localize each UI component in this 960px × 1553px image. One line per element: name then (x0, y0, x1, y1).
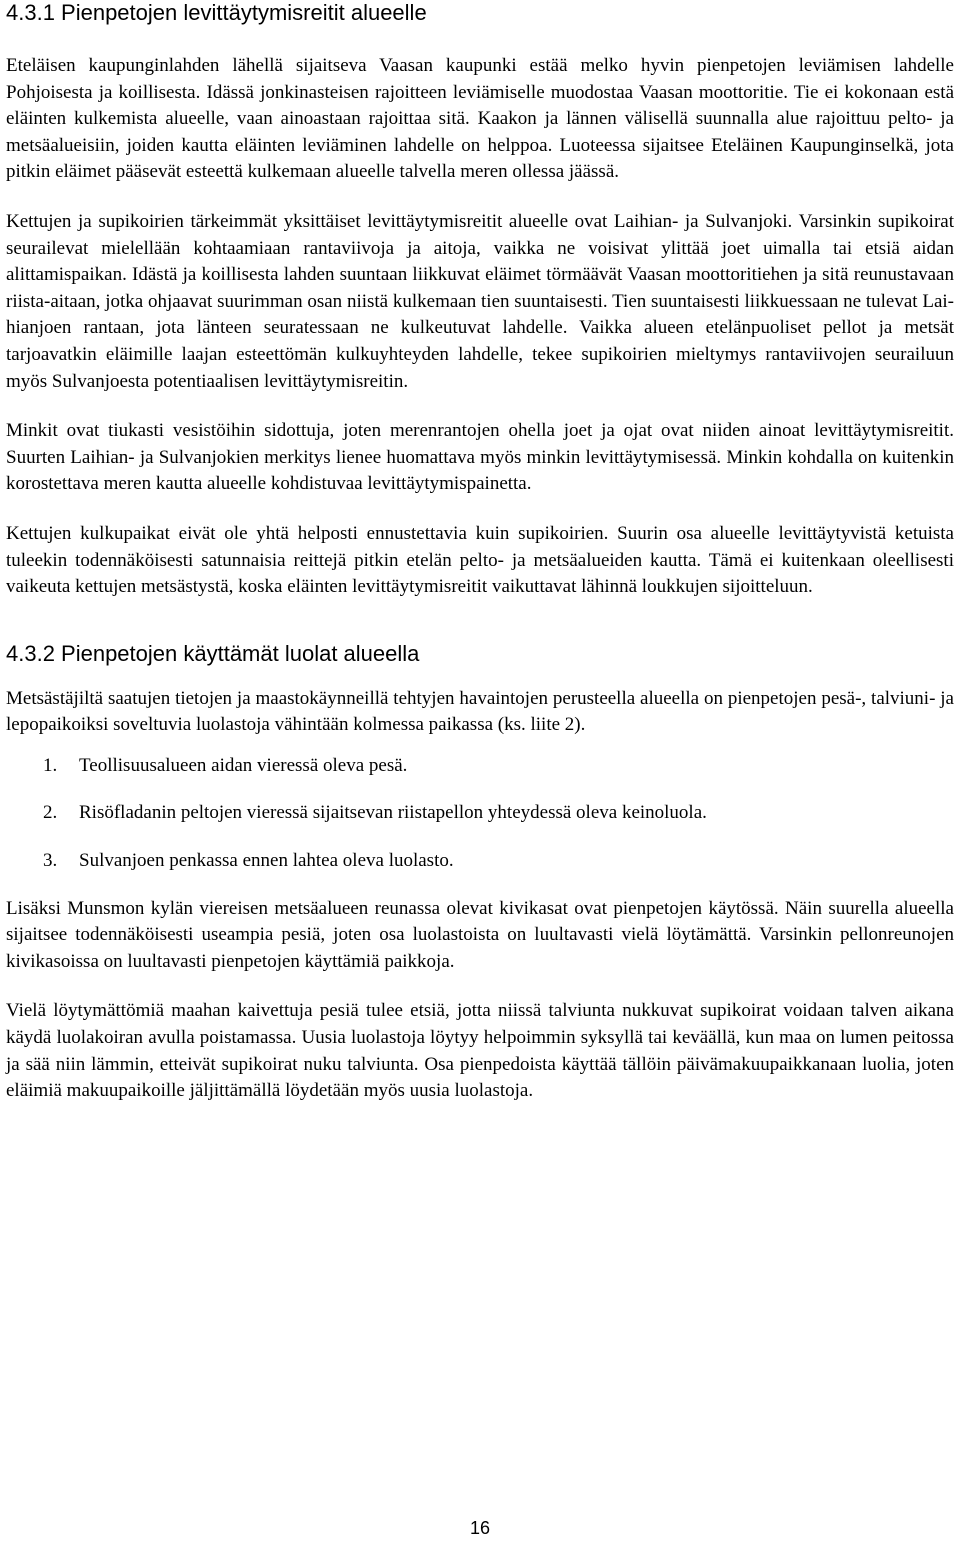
body-paragraph: Minkit ovat tiukasti vesistöihin sidottuja, joten merenrantojen ohella joet ja ojat ovat niiden ainoat levittäytymisreitit. Suurten Laihian- ja Sulvanjokien merkitys lienee huomattava myös minkin levittäytymisessä. Minkin kohdalla on kuitenkin korostettava meren kautta alueelle kohdistuvaa levittäytymispainetta. (6, 420, 954, 495)
list-number: 3. (43, 850, 58, 872)
page-number: 16 (469, 1518, 491, 1538)
numbered-list (6, 753, 954, 875)
section-luolat (6, 641, 954, 1105)
list-text: Risöfladanin peltojen vieressä sijaitsevan riistapellon yhteydessä oleva keinoluola. (79, 802, 707, 824)
body-paragraph: Metsästäjiltä saatujen tietojen ja maastokäynneillä tehtyjen havaintojen perusteella alueella on pienpetojen pesä-, talviuni- ja lepopaikoiksi soveltuvia luolastoja vähintään kolmessa paikassa (ks. liite 2). (6, 687, 954, 736)
body-paragraph: Kettujen kulkupaikat eivät ole yhtä helposti ennustettavia kuin supikoirien. Suurin osa alueelle levittäytyvistä ketuista tuleekin todennäköisesti satunnaisia reittejä pitkin etelän pelto- ja metsäalueiden kautta. Tämä ei kuitenkaan oleellisesti vaikeuta kettujen metsästystä, koska eläinten levittäytymisreitit vaikuttavat lähinnä loukkujen sijoitteluun. (6, 522, 954, 598)
list-number: 1. (43, 754, 58, 776)
section-heading: 4.3.2 Pienpetojen käyttämät luolat alueella (6, 640, 420, 666)
list-text: Teollisuusalueen aidan vieressä oleva pesä. (79, 754, 408, 776)
body-paragraph: Kettujen ja supikoirien tärkeimmät yksittäiset levittäytymisreitit alueelle ovat Laihian- ja Sulvanjoki. Varsinkin supikoirat seurailevat mielellään kohtaamiaan rantaviivoja ja aitoja, vaikka ne voisivat ylittää joet uimalla tai etsiä aidan alittamispaikan. Idästä ja koillisesta lahden suuntaan liikkuvat eläimet törmäävät Vaasan moottoritiehen ja sitä reunustavaan riista-aitaan, jotka ohjaavat suurimman osan niistä kulkemaan tien suuntaisesti. Tien suuntaisesti liikkuessaan ne tulevat Laihianjoen rantaan, jota länteen seuratessaan ne kulkeutuvat lahdelle. Vaikka alueen etelänpuoliset pellot ja metsät tarjoavatkin eläimille laajan esteettömän kulkuyhteyden lahdelle, tekee supikoirien mieltymys rantaviivojen seurailuun myös Sulvanjoesta potentiaalisen levittäytymisreitin. (6, 210, 954, 392)
list-number: 2. (43, 802, 58, 824)
list-item (6, 800, 954, 827)
list-item (6, 753, 954, 780)
section-levittaytymisreitit (6, 0, 954, 601)
body-paragraph: Lisäksi Munsmon kylän viereisen metsäalueen reunassa olevat kivikasat ovat pienpetojen käytössä. Näin suurella alueella sijaitsee todennäköisesti useampia pesiä, joten osa luolastoista on luultavasti vielä löytämättä. Varsinkin pellonreunojen kivikasoissa on luultavasti pienpetojen käyttämiä paikkoja. (6, 897, 954, 972)
list-text: Sulvanjoen penkassa ennen lahtea oleva luolasto. (79, 850, 454, 872)
body-paragraph: Vielä löytymättömiä maahan kaivettuja pesiä tulee etsiä, jotta niissä talviunta nukkuvat supikoirat voidaan talven aikana käydä luolakoiran avulla poistamassa. Uusia luolastoja löytyy helpoimmin syksyllä tai keväällä, kun maa on lumen peitossa ja sää niin lämmin, etteivät supikoirat nuku talviunta. Osa pienpedoista käyttää tällöin päivämakuupaikkanaan luolia, joten eläimiä makuupaikoille jäljittämällä löydetään myös uusia luolastoja. (6, 1000, 954, 1102)
body-paragraph: Eteläisen kaupunginlahden lähellä sijaitseva Vaasan kaupunki estää melko hyvin pienpetojen leviämisen lahdelle Pohjoisesta ja koillisesta. Idässä jonkinasteisen rajoitteen leviämiselle muodostaa Vaasan moottoritie. Tie ei kokonaan estä eläinten kulkemista alueelle, vaan ainoastaan rajoittaa sitä. Kaakon ja lännen välisellä suunnalla alue rajoittuu pelto- ja metsäalueisiin, joiden kautta eläinten leviäminen lahdelle on helppoa. Luoteessa sijaitsee Eteläinen Kaupunginselkä, jota pitkin eläimet pääsevät esteettä kulkemaan alueelle talvella meren ollessa jäässä. (6, 55, 954, 183)
document-page (6, 0, 954, 1105)
section-heading: 4.3.1 Pienpetojen levittäytymisreitit alueelle (6, 0, 427, 25)
list-item (6, 848, 954, 875)
